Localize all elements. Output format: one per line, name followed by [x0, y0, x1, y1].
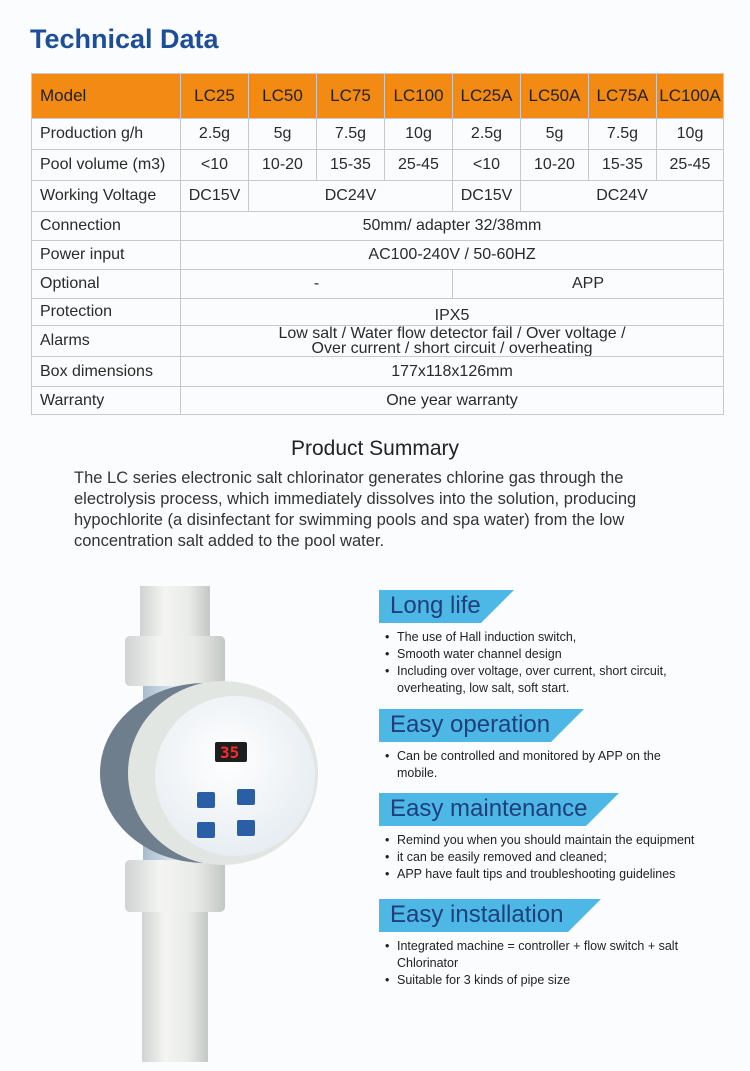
feature-list	[385, 832, 735, 883]
model-lc25a: LC25A	[453, 74, 521, 119]
model-lc100a: LC100A	[657, 74, 724, 119]
feature-title: Long life	[390, 592, 481, 619]
cell: 5g	[249, 119, 317, 150]
cell: 25-45	[657, 150, 724, 181]
cell: -	[181, 270, 453, 299]
timer-button-icon	[197, 822, 215, 838]
cell: 5g	[521, 119, 589, 150]
row-label: Pool volume (m3)	[32, 150, 181, 181]
row-label: Production g/h	[32, 119, 181, 150]
row-label: Warranty	[32, 387, 181, 415]
list-item: • Can be controlled and monitored by APP on the mobile.	[385, 748, 685, 782]
table-row	[32, 119, 724, 150]
table-header-row	[32, 74, 724, 119]
cell: 177x118x126mm	[181, 357, 724, 387]
feature-list	[385, 748, 685, 782]
cell: One year warranty	[181, 387, 724, 415]
model-lc25: LC25	[181, 74, 249, 119]
model-lc100: LC100	[385, 74, 453, 119]
cell: 7.5g	[589, 119, 657, 150]
feature-easy-operation	[379, 709, 685, 782]
model-header: Model	[32, 74, 181, 119]
cell: 15-35	[317, 150, 385, 181]
feature-list	[385, 938, 685, 989]
cell: <10	[453, 150, 521, 181]
list-item: • The use of Hall induction switch,	[385, 629, 715, 646]
row-label: Alarms	[32, 326, 181, 357]
model-lc75a: LC75A	[589, 74, 657, 119]
table-row	[32, 181, 724, 212]
cell: DC15V	[181, 181, 249, 212]
table-row	[32, 150, 724, 181]
cell: 10g	[657, 119, 724, 150]
feature-tag	[379, 793, 735, 826]
row-label: Box dimensions	[32, 357, 181, 387]
list-item: • Suitable for 3 kinds of pipe size	[385, 972, 685, 989]
display-digits: 35	[220, 743, 240, 762]
chlorinator-device-image	[85, 578, 355, 1068]
cell: 10g	[385, 119, 453, 150]
feature-easy-installation	[379, 899, 685, 989]
cell: <10	[181, 150, 249, 181]
row-label: Protection	[32, 299, 181, 326]
model-lc50a: LC50A	[521, 74, 589, 119]
list-item: • APP have fault tips and troubleshooting guidelines	[385, 866, 735, 883]
row-label: Working Voltage	[32, 181, 181, 212]
feature-title: Easy maintenance	[390, 795, 588, 822]
list-item: • Integrated machine = controller + flow switch + salt Chlorinator	[385, 938, 685, 972]
table-row	[32, 387, 724, 415]
cell: 10-20	[521, 150, 589, 181]
feature-tag	[379, 709, 685, 742]
cell: 10-20	[249, 150, 317, 181]
cell: 50mm/ adapter 32/38mm	[181, 212, 724, 241]
row-label: Power input	[32, 241, 181, 270]
cell: 2.5g	[453, 119, 521, 150]
cell: 25-45	[385, 150, 453, 181]
feature-easy-maintenance	[379, 793, 735, 883]
cell: 15-35	[589, 150, 657, 181]
cell: DC24V	[249, 181, 453, 212]
power-button-icon	[197, 792, 215, 808]
feature-tag	[379, 899, 685, 932]
list-item: • Smooth water channel design	[385, 646, 715, 663]
table-row	[32, 212, 724, 241]
list-item: • Including over voltage, over current, short circuit, overheating, low salt, soft start.	[385, 663, 715, 697]
table-row	[32, 270, 724, 299]
level-button-icon	[237, 789, 255, 805]
row-label: Connection	[32, 212, 181, 241]
feature-title: Easy installation	[390, 901, 564, 928]
controller-faceplate	[155, 696, 315, 856]
table-row	[32, 299, 724, 326]
feature-list	[385, 629, 715, 697]
cell: DC15V	[453, 181, 521, 212]
cell: 7.5g	[317, 119, 385, 150]
list-item: • it can be easily removed and cleaned;	[385, 849, 735, 866]
cell: 2.5g	[181, 119, 249, 150]
alarms-line: Low salt / Water flow detector fail / Over voltage /	[278, 325, 626, 342]
on-off-button-icon	[237, 820, 255, 836]
alarms-cell	[181, 326, 724, 357]
feature-title: Easy operation	[390, 711, 551, 738]
summary-title: Product Summary	[290, 437, 460, 460]
model-lc50: LC50	[249, 74, 317, 119]
cell: APP	[453, 270, 724, 299]
summary-text: The LC series electronic salt chlorinator generates chlorine gas through the electrolysis process, which immediately dissolves into the solution, producing hypochlorite (a disinfectant for swimming pools and spa water) from the low concentration salt added to the pool water.	[74, 469, 637, 550]
cell: AC100-240V / 50-60HZ	[181, 241, 724, 270]
alarms-line: Over current / short circuit / overheating	[311, 340, 593, 357]
cell: DC24V	[521, 181, 724, 212]
table-row	[32, 357, 724, 387]
model-lc75: LC75	[317, 74, 385, 119]
list-item: • Remind you when you should maintain the equipment	[385, 832, 735, 849]
table-row	[32, 326, 724, 357]
feature-long-life	[379, 590, 715, 697]
page-title: Technical Data	[30, 24, 219, 54]
row-label: Optional	[32, 270, 181, 299]
technical-data-table	[31, 73, 724, 415]
cell: IPX5	[181, 299, 724, 326]
table-row	[32, 241, 724, 270]
feature-tag	[379, 590, 715, 623]
